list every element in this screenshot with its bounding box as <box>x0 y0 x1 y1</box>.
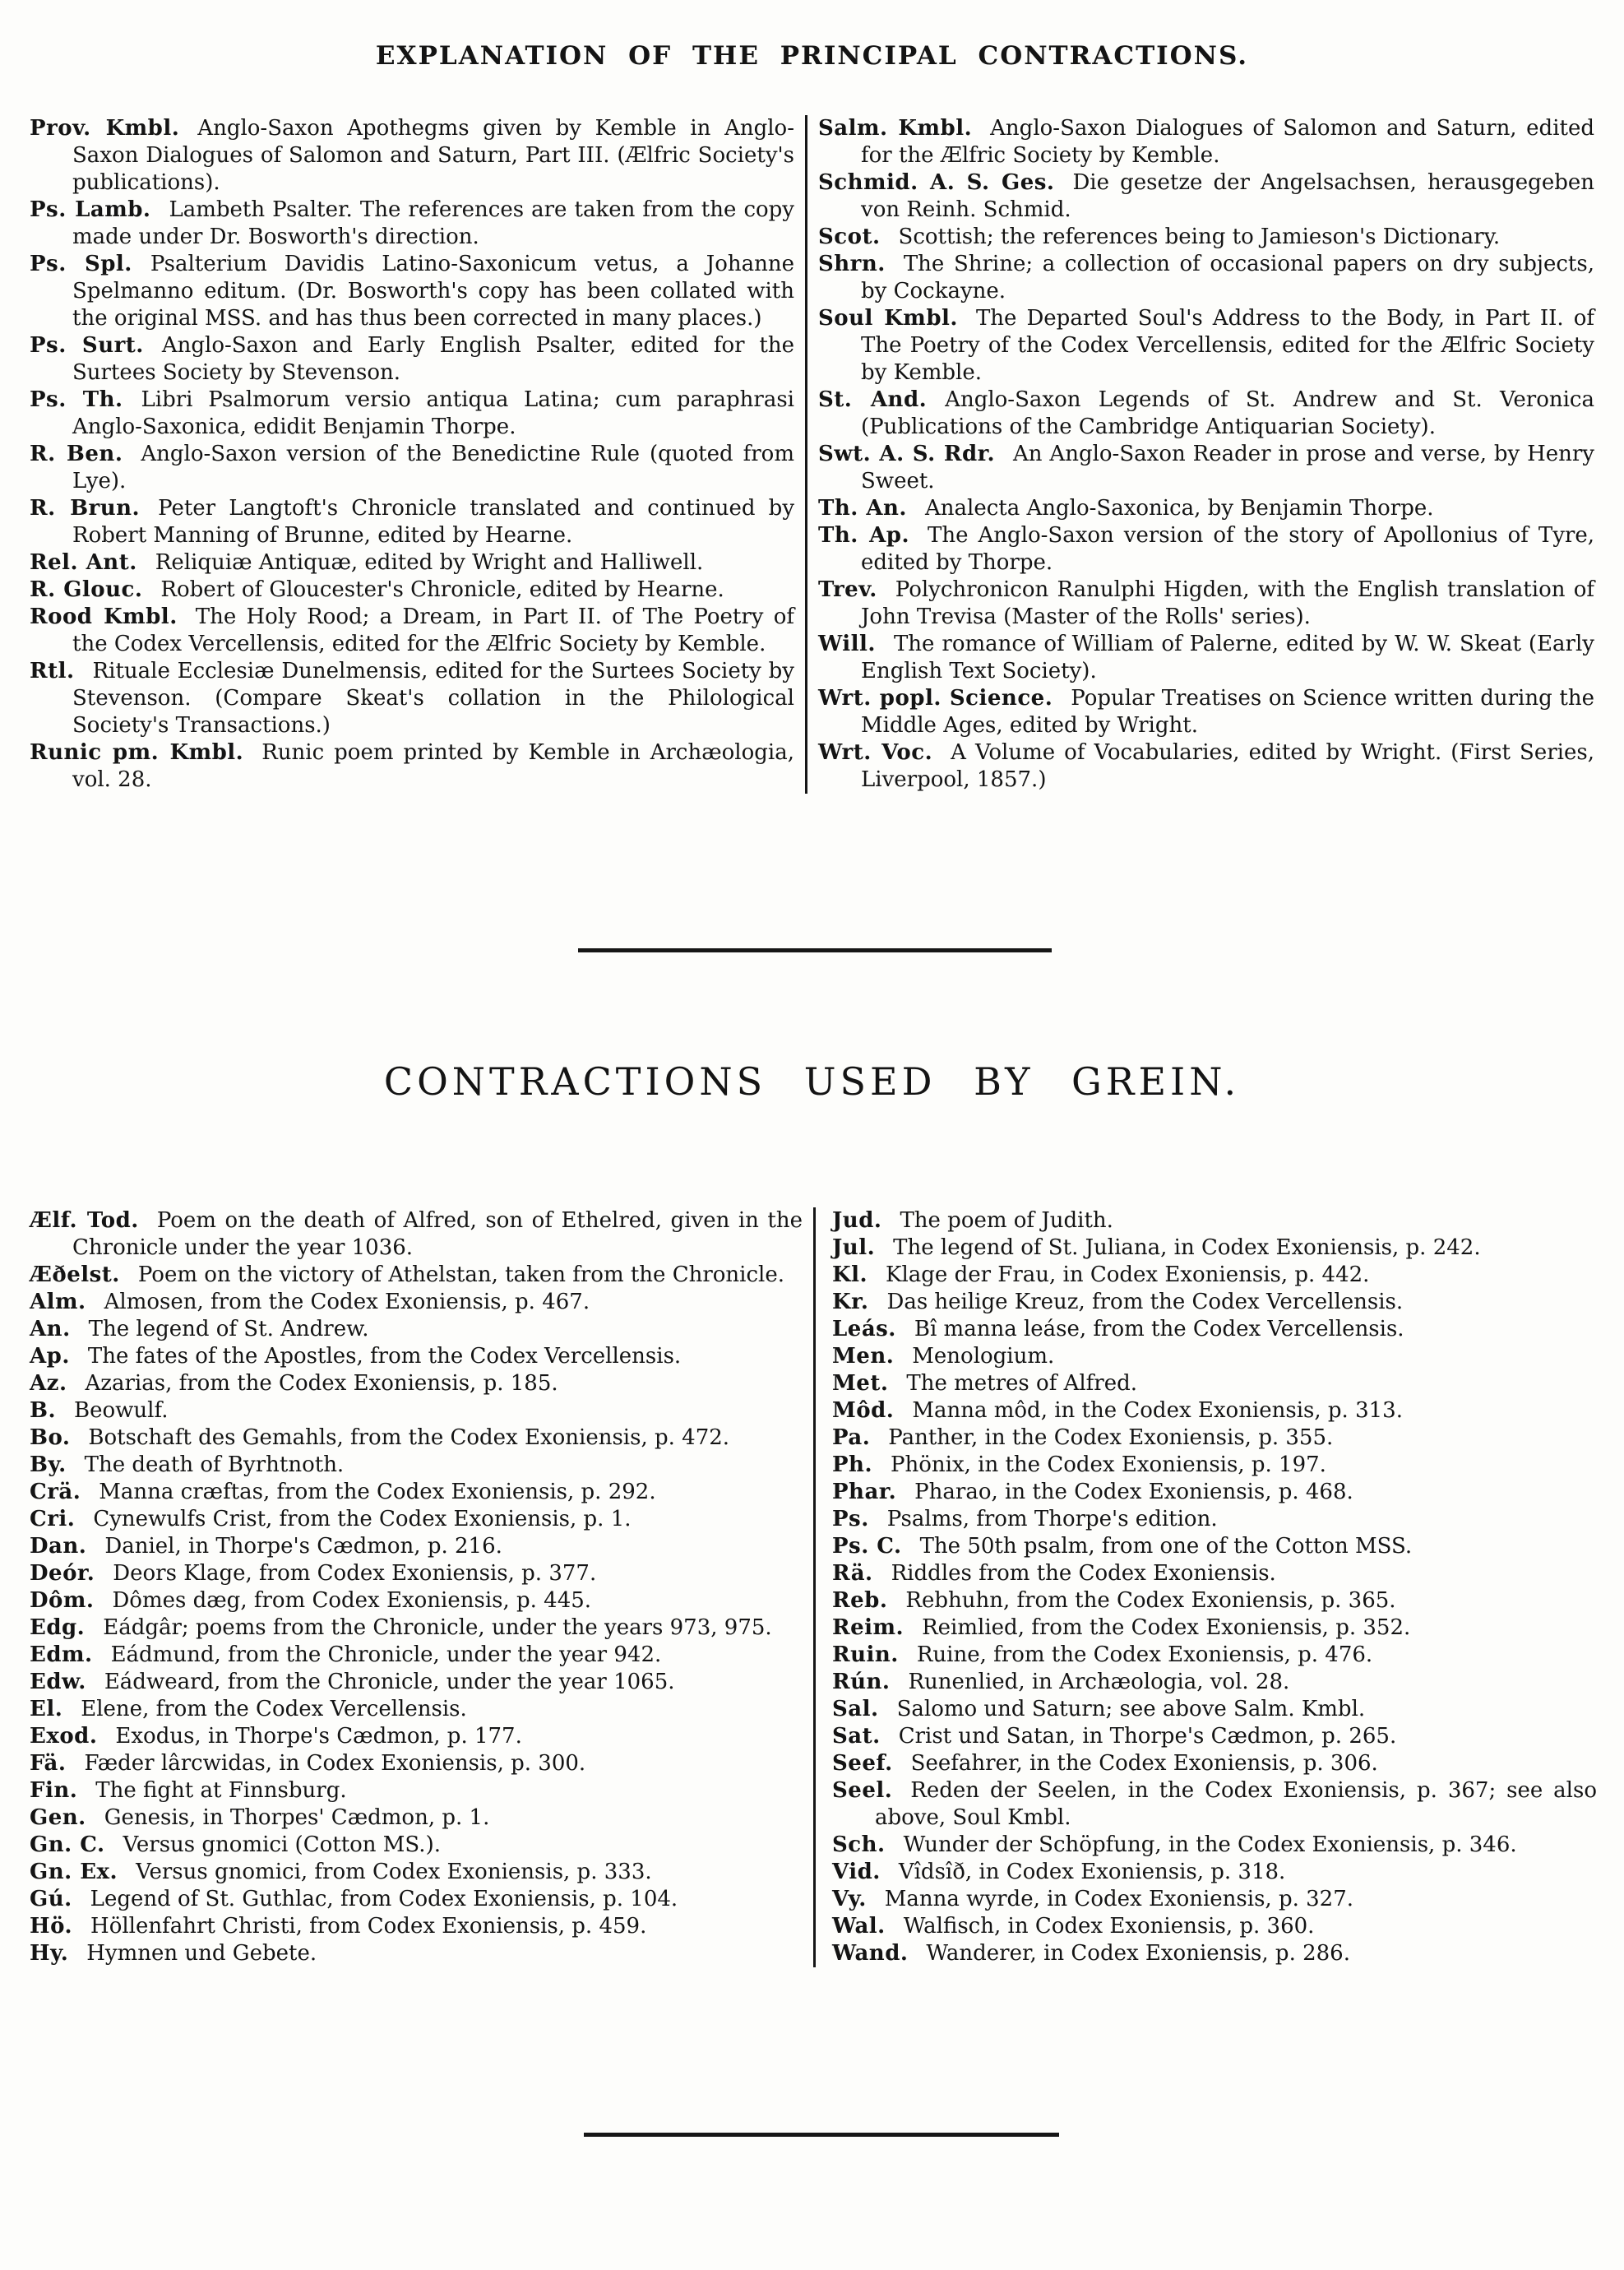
contraction-definition: Anglo-Saxon and Early English Psalter, edited for the Surtees Society by Stevenson. <box>72 333 794 385</box>
contraction-definition: Anglo-Saxon Apothegms given by Kemble in Anglo-Saxon Dialogues of Salomon and Saturn, Part III. (Ælfric Society's publications). <box>72 116 794 195</box>
contraction-definition: Salomo und Saturn; see above Salm. Kmbl. <box>896 1697 1366 1721</box>
grein-section-title: CONTRACTIONS USED BY GREIN. <box>383 1059 1241 1104</box>
contraction-definition: Manna wyrde, in Codex Exoniensis, p. 327. <box>884 1887 1354 1911</box>
contraction-definition: Botschaft des Gemahls, from the Codex Exoniensis, p. 472. <box>88 1425 730 1450</box>
contraction-abbreviation: Hy. <box>30 1941 69 1966</box>
contraction-abbreviation: Edg. <box>30 1615 86 1640</box>
contraction-entry <box>832 1289 1597 1316</box>
contraction-abbreviation: Jud. <box>832 1208 882 1233</box>
contraction-definition: Phönix, in the Codex Exoniensis, p. 197. <box>891 1452 1326 1477</box>
contraction-definition: The legend of St. Andrew. <box>88 1317 369 1341</box>
contraction-definition: Psalms, from Thorpe's edition. <box>886 1507 1218 1531</box>
contraction-abbreviation: Ps. Surt. <box>30 333 144 358</box>
contraction-abbreviation: Ps. Spl. <box>30 252 132 276</box>
contraction-entry <box>832 1669 1597 1696</box>
contraction-abbreviation: Gú. <box>30 1887 72 1911</box>
contraction-abbreviation: Hö. <box>30 1914 73 1939</box>
contraction-entry <box>832 1859 1597 1886</box>
contraction-entry <box>30 495 794 549</box>
contraction-entry <box>30 1886 803 1913</box>
contraction-definition: Dômes dæg, from Codex Exoniensis, p. 445. <box>112 1588 592 1613</box>
contraction-definition: Exodus, in Thorpe's Cædmon, p. 177. <box>115 1724 522 1749</box>
contraction-definition: Hymnen und Gebete. <box>86 1941 317 1966</box>
contraction-entry <box>30 1777 803 1804</box>
contraction-definition: Elene, from the Codex Vercellensis. <box>81 1697 467 1721</box>
contraction-entry <box>832 1642 1597 1669</box>
contraction-definition: Manna cræftas, from the Codex Exoniensis, p. 292. <box>99 1480 656 1504</box>
contraction-entry <box>832 1696 1597 1723</box>
contraction-entry <box>818 495 1594 522</box>
contraction-abbreviation: Crä. <box>30 1480 81 1504</box>
contraction-abbreviation: Fin. <box>30 1778 78 1803</box>
contraction-abbreviation: Ps. Th. <box>30 387 123 412</box>
contraction-definition: The 50th psalm, from one of the Cotton MSS. <box>919 1534 1413 1559</box>
contraction-abbreviation: R. Glouc. <box>30 577 143 602</box>
contraction-entry <box>30 441 794 495</box>
contraction-entry <box>818 522 1594 577</box>
contraction-entry <box>832 1777 1597 1832</box>
contraction-abbreviation: Sal. <box>832 1697 879 1721</box>
contraction-definition: Menologium. <box>912 1344 1055 1369</box>
contraction-definition: The death of Byrhtnoth. <box>84 1452 345 1477</box>
contraction-entry <box>30 332 794 387</box>
contraction-abbreviation: Reb. <box>832 1588 888 1613</box>
contraction-definition: Pharao, in the Codex Exoniensis, p. 468. <box>914 1480 1353 1504</box>
contraction-abbreviation: Cri. <box>30 1507 76 1531</box>
contraction-entry <box>30 1723 803 1750</box>
contraction-definition: Peter Langtoft's Chronicle translated and continued by Robert Manning of Brunne, edited by Hearne. <box>72 496 795 548</box>
contraction-definition: A Volume of Vocabularies, edited by Wright. (First Series, Liverpool, 1857.) <box>861 740 1594 792</box>
contraction-entry <box>832 1614 1597 1642</box>
contraction-definition: Das heilige Kreuz, from the Codex Vercellensis. <box>886 1290 1404 1314</box>
contraction-abbreviation: R. Ben. <box>30 442 123 466</box>
contraction-entry <box>30 251 794 332</box>
contraction-abbreviation: Rtl. <box>30 659 75 683</box>
contraction-entry <box>832 1343 1597 1370</box>
contraction-entry <box>30 658 794 739</box>
contraction-entry <box>818 115 1594 169</box>
contraction-entry <box>30 1397 803 1425</box>
contraction-definition: Die gesetze der Angelsachsen, herausgegeben von Reinh. Schmid. <box>861 170 1594 222</box>
contraction-entry <box>30 1642 803 1669</box>
contraction-abbreviation: Ruin. <box>832 1642 899 1667</box>
contraction-abbreviation: Bo. <box>30 1425 71 1450</box>
contraction-definition: The fight at Finnsburg. <box>95 1778 347 1803</box>
contraction-entry <box>30 1425 803 1452</box>
contraction-abbreviation: St. And. <box>818 387 928 412</box>
contraction-definition: Legend of St. Guthlac, from Codex Exoniensis, p. 104. <box>90 1887 678 1911</box>
contraction-definition: Panther, in the Codex Exoniensis, p. 355. <box>888 1425 1334 1450</box>
contraction-definition: Wanderer, in Codex Exoniensis, p. 286. <box>926 1941 1350 1966</box>
contraction-abbreviation: Exod. <box>30 1724 98 1749</box>
contraction-entry <box>30 1696 803 1723</box>
contraction-abbreviation: Ph. <box>832 1452 873 1477</box>
contraction-definition: An Anglo-Saxon Reader in prose and verse, by Henry Sweet. <box>861 442 1594 493</box>
contraction-definition: Höllenfahrt Christi, from Codex Exoniensis, p. 459. <box>90 1914 647 1939</box>
contraction-abbreviation: Swt. A. S. Rdr. <box>818 442 996 466</box>
contraction-definition: Azarias, from the Codex Exoniensis, p. 185. <box>85 1371 558 1396</box>
contraction-definition: The Shrine; a collection of occasional papers on dry subjects, by Cockayne. <box>861 252 1594 303</box>
contraction-definition: Runenlied, in Archæologia, vol. 28. <box>908 1670 1290 1694</box>
contraction-abbreviation: Edm. <box>30 1642 93 1667</box>
contraction-definition: Reliquiæ Antiquæ, edited by Wright and Halliwell. <box>155 550 704 575</box>
contraction-abbreviation: Ps. <box>832 1507 869 1531</box>
contraction-definition: The fates of the Apostles, from the Codex Vercellensis. <box>87 1344 682 1369</box>
contraction-abbreviation: Edw. <box>30 1670 86 1694</box>
contraction-entry <box>832 1533 1597 1560</box>
contraction-abbreviation: Pa. <box>832 1425 871 1450</box>
contraction-definition: Popular Treatises on Science written during the Middle Ages, edited by Wright. <box>861 686 1594 738</box>
principal-contractions-section <box>30 115 1600 794</box>
contraction-definition: Reden der Seelen, in the Codex Exoniensis, p. 367; see also above, Soul Kmbl. <box>875 1778 1597 1830</box>
contraction-entry <box>30 739 794 794</box>
contraction-abbreviation: Ps. Lamb. <box>30 197 151 222</box>
contraction-entry <box>818 224 1594 251</box>
contraction-definition: Wunder der Schöpfung, in the Codex Exoniensis, p. 346. <box>903 1832 1517 1857</box>
contraction-definition: Anglo-Saxon Legends of St. Andrew and St. Veronica (Publications of the Cambridge Antiquarian Society). <box>861 387 1594 439</box>
contraction-abbreviation: Az. <box>30 1371 67 1396</box>
contraction-definition: Walfisch, in Codex Exoniensis, p. 360. <box>903 1914 1315 1939</box>
contraction-abbreviation: Wrt. Voc. <box>818 740 933 765</box>
contraction-abbreviation: An. <box>30 1317 71 1341</box>
contraction-entry <box>832 1452 1597 1479</box>
contraction-definition: Fæder lârcwidas, in Codex Exoniensis, p. 300. <box>84 1751 586 1776</box>
contraction-entry <box>30 1804 803 1832</box>
contraction-entry <box>30 1669 803 1696</box>
contraction-abbreviation: Jul. <box>832 1235 876 1260</box>
contraction-abbreviation: Schmid. A. S. Ges. <box>818 170 1055 195</box>
contraction-definition: The Holy Rood; a Dream, in Part II. of The Poetry of the Codex Vercellensis, edited for the Ælfric Society by Kemble. <box>72 605 794 656</box>
contraction-abbreviation: Salm. Kmbl. <box>818 116 973 141</box>
contraction-abbreviation: Wand. <box>832 1941 909 1966</box>
contraction-abbreviation: Seel. <box>832 1778 893 1803</box>
contraction-definition: Rituale Ecclesiæ Dunelmensis, edited for the Surtees Society by Stevenson. (Compare Skeat's collation in the Philological Society's Transactions.) <box>72 659 794 738</box>
contraction-definition: The legend of St. Juliana, in Codex Exoniensis, p. 242. <box>893 1235 1481 1260</box>
contraction-entry <box>832 1506 1597 1533</box>
contraction-entry <box>832 1479 1597 1506</box>
contraction-abbreviation: Wrt. popl. Science. <box>818 686 1053 711</box>
contraction-abbreviation: R. Brun. <box>30 496 141 521</box>
contraction-entry <box>30 1289 803 1316</box>
contraction-entry <box>30 604 794 658</box>
contraction-definition: Cynewulfs Crist, from the Codex Exoniensis, p. 1. <box>93 1507 632 1531</box>
contraction-definition: Robert of Gloucester's Chronicle, edited by Hearne. <box>160 577 724 602</box>
grein-contractions-right-column <box>813 1207 1597 1967</box>
contraction-definition: Libri Psalmorum versio antiqua Latina; cum paraphrasi Anglo-Saxonica, edidit Benjamin Thorpe. <box>72 387 794 439</box>
contraction-entry <box>30 1750 803 1777</box>
contraction-abbreviation: Scot. <box>818 225 881 249</box>
contraction-entry <box>30 1587 803 1614</box>
contraction-entry <box>832 1560 1597 1587</box>
contraction-entry <box>30 1452 803 1479</box>
contraction-abbreviation: Runic pm. Kmbl. <box>30 740 244 765</box>
contraction-abbreviation: Ælf. Tod. <box>30 1208 139 1233</box>
contraction-definition: Klage der Frau, in Codex Exoniensis, p. 442. <box>886 1262 1370 1287</box>
contraction-abbreviation: Th. An. <box>818 496 907 521</box>
contraction-entry <box>832 1262 1597 1289</box>
contraction-abbreviation: By. <box>30 1452 67 1477</box>
contraction-definition: Poem on the victory of Athelstan, taken from the Chronicle. <box>137 1262 785 1287</box>
contraction-definition: Anglo-Saxon version of the Benedictine Rule (quoted from Lye). <box>72 442 794 493</box>
contraction-entry <box>832 1913 1597 1940</box>
contraction-abbreviation: Vy. <box>832 1887 867 1911</box>
contraction-entry <box>30 1859 803 1886</box>
contraction-definition: Vîdsîð, in Codex Exoniensis, p. 318. <box>898 1860 1286 1884</box>
contraction-abbreviation: El. <box>30 1697 63 1721</box>
contraction-entry <box>30 1913 803 1940</box>
contraction-entry <box>30 1506 803 1533</box>
contraction-entry <box>832 1370 1597 1397</box>
contraction-entry <box>818 685 1594 739</box>
contraction-entry <box>818 387 1594 441</box>
contraction-definition: Eádmund, from the Chronicle, under the year 942. <box>110 1642 662 1667</box>
contraction-entry <box>832 1397 1597 1425</box>
contraction-definition: Lambeth Psalter. The references are taken from the copy made under Dr. Bosworth's direction. <box>72 197 794 249</box>
contraction-definition: The Anglo-Saxon version of the story of Apollonius of Tyre, edited by Thorpe. <box>861 523 1595 575</box>
contraction-abbreviation: Kr. <box>832 1290 869 1314</box>
contraction-definition: Eádweard, from the Chronicle, under the year 1065. <box>104 1670 675 1694</box>
contraction-entry <box>832 1235 1597 1262</box>
principal-contractions-right-column <box>805 115 1594 794</box>
contraction-abbreviation: Ps. C. <box>832 1534 902 1559</box>
contraction-entry <box>832 1587 1597 1614</box>
contraction-definition: Daniel, in Thorpe's Cædmon, p. 216. <box>104 1534 502 1559</box>
contraction-abbreviation: Trev. <box>818 577 877 602</box>
contraction-abbreviation: Phar. <box>832 1480 897 1504</box>
contraction-abbreviation: Leás. <box>832 1317 896 1341</box>
bottom-divider-rule <box>584 2133 1059 2137</box>
contraction-definition: Genesis, in Thorpes' Cædmon, p. 1. <box>104 1805 490 1830</box>
contraction-entry <box>832 1832 1597 1859</box>
contraction-entry <box>30 1533 803 1560</box>
contraction-abbreviation: Prov. Kmbl. <box>30 116 180 141</box>
principal-contractions-left-column <box>30 115 794 794</box>
contraction-entry <box>30 1940 803 1967</box>
contraction-abbreviation: Æðelst. <box>30 1262 120 1287</box>
contraction-entry <box>30 1560 803 1587</box>
contraction-abbreviation: Men. <box>832 1344 895 1369</box>
contraction-entry <box>832 1316 1597 1343</box>
contraction-abbreviation: Soul Kmbl. <box>818 306 958 331</box>
contraction-entry <box>30 1370 803 1397</box>
contraction-definition: Seefahrer, in the Codex Exoniensis, p. 306. <box>910 1751 1378 1776</box>
contraction-abbreviation: Alm. <box>30 1290 86 1314</box>
contraction-entry <box>30 1262 803 1289</box>
contraction-definition: Rebhuhn, from the Codex Exoniensis, p. 365. <box>905 1588 1396 1613</box>
contraction-entry <box>30 1614 803 1642</box>
contraction-definition: Ruine, from the Codex Exoniensis, p. 476. <box>916 1642 1373 1667</box>
contraction-abbreviation: Deór. <box>30 1561 95 1586</box>
contraction-abbreviation: Sat. <box>832 1724 881 1749</box>
contraction-definition: Poem on the death of Alfred, son of Ethelred, given in the Chronicle under the year 1036. <box>72 1208 803 1260</box>
contraction-abbreviation: Dôm. <box>30 1588 95 1613</box>
contraction-definition: Almosen, from the Codex Exoniensis, p. 467. <box>104 1290 590 1314</box>
contraction-definition: Crist und Satan, in Thorpe's Cædmon, p. 265. <box>898 1724 1397 1749</box>
contraction-definition: Runic poem printed by Kemble in Archæologia, vol. 28. <box>72 740 794 792</box>
contraction-entry <box>818 739 1594 794</box>
contraction-abbreviation: Vid. <box>832 1860 881 1884</box>
contraction-definition: Beowulf. <box>74 1398 169 1423</box>
grein-contractions-left-column <box>30 1207 803 1967</box>
contraction-definition: Reimlied, from the Codex Exoniensis, p. 352. <box>922 1615 1411 1640</box>
contraction-entry <box>30 1343 803 1370</box>
contraction-abbreviation: Rún. <box>832 1670 891 1694</box>
contraction-entry <box>30 387 794 441</box>
contraction-entry <box>832 1207 1597 1235</box>
contraction-abbreviation: Wal. <box>832 1914 886 1939</box>
contraction-abbreviation: Ap. <box>30 1344 70 1369</box>
contraction-entry <box>832 1886 1597 1913</box>
contraction-definition: Eádgâr; poems from the Chronicle, under the years 973, 975. <box>103 1615 772 1640</box>
contraction-abbreviation: Shrn. <box>818 252 886 276</box>
contraction-entry <box>30 1316 803 1343</box>
contraction-entry <box>818 251 1594 305</box>
contraction-definition: Manna môd, in the Codex Exoniensis, p. 313. <box>912 1398 1403 1423</box>
contraction-definition: The metres of Alfred. <box>906 1371 1138 1396</box>
contraction-definition: Versus gnomici, from Codex Exoniensis, p. 333. <box>136 1860 652 1884</box>
contraction-definition: The poem of Judith. <box>900 1208 1113 1233</box>
contraction-entry <box>818 169 1594 224</box>
contraction-abbreviation: Kl. <box>832 1262 868 1287</box>
contraction-abbreviation: Rä. <box>832 1561 873 1586</box>
contraction-abbreviation: B. <box>30 1398 57 1423</box>
contraction-abbreviation: Môd. <box>832 1398 895 1423</box>
contraction-entry <box>30 1832 803 1859</box>
contraction-definition: Polychronicon Ranulphi Higden, with the English translation of John Trevisa (Master of the Rolls' series). <box>861 577 1594 629</box>
contraction-definition: Riddles from the Codex Exoniensis. <box>891 1561 1276 1586</box>
contraction-definition: Deors Klage, from Codex Exoniensis, p. 377. <box>113 1561 597 1586</box>
contraction-definition: Psalterium Davidis Latino-Saxonicum vetus, a Johanne Spelmanno editum. (Dr. Bosworth's copy has been collated with the original MSS. and has thus been corrected in many places.) <box>72 252 794 331</box>
contraction-abbreviation: Sch. <box>832 1832 886 1857</box>
contraction-entry <box>832 1723 1597 1750</box>
grein-contractions-section <box>30 1207 1600 1967</box>
contraction-entry <box>818 305 1594 387</box>
contraction-entry <box>30 549 794 577</box>
contraction-definition: Bî manna leáse, from the Codex Vercellensis. <box>914 1317 1404 1341</box>
contraction-definition: The Departed Soul's Address to the Body, in Part II. of The Poetry of the Codex Vercellensis, edited for the Ælfric Society by Kemble. <box>861 306 1594 385</box>
contraction-abbreviation: Th. Ap. <box>818 523 910 548</box>
section-divider-rule <box>578 948 1052 952</box>
contraction-definition: Scottish; the references being to Jamieson's Dictionary. <box>898 225 1501 249</box>
contraction-abbreviation: Fä. <box>30 1751 67 1776</box>
page-title: EXPLANATION OF THE PRINCIPAL CONTRACTIONS. <box>375 41 1249 71</box>
contraction-abbreviation: Gen. <box>30 1805 86 1830</box>
contraction-abbreviation: Seef. <box>832 1751 893 1776</box>
contraction-entry <box>818 441 1594 495</box>
contraction-entry <box>832 1750 1597 1777</box>
contraction-definition: The romance of William of Palerne, edited by W. W. Skeat (Early English Text Society). <box>861 632 1594 683</box>
contraction-abbreviation: Met. <box>832 1371 889 1396</box>
contraction-abbreviation: Gn. Ex. <box>30 1860 118 1884</box>
contraction-entry <box>30 197 794 251</box>
contraction-abbreviation: Rel. Ant. <box>30 550 137 575</box>
contraction-entry <box>30 577 794 604</box>
contraction-entry <box>832 1940 1597 1967</box>
contraction-abbreviation: Rood Kmbl. <box>30 605 178 629</box>
contraction-entry <box>832 1425 1597 1452</box>
contraction-entry <box>818 577 1594 631</box>
contraction-abbreviation: Reim. <box>832 1615 905 1640</box>
contraction-abbreviation: Will. <box>818 632 876 656</box>
contraction-definition: Anglo-Saxon Dialogues of Salomon and Saturn, edited for the Ælfric Society by Kemble. <box>861 116 1594 168</box>
contraction-definition: Versus gnomici (Cotton MS.). <box>123 1832 441 1857</box>
contraction-abbreviation: Gn. C. <box>30 1832 105 1857</box>
contraction-abbreviation: Dan. <box>30 1534 87 1559</box>
contraction-entry <box>30 1207 803 1262</box>
contraction-entry <box>30 115 794 197</box>
contraction-entry <box>30 1479 803 1506</box>
contraction-definition: Analecta Anglo-Saxonica, by Benjamin Thorpe. <box>924 496 1434 521</box>
contraction-entry <box>818 631 1594 685</box>
